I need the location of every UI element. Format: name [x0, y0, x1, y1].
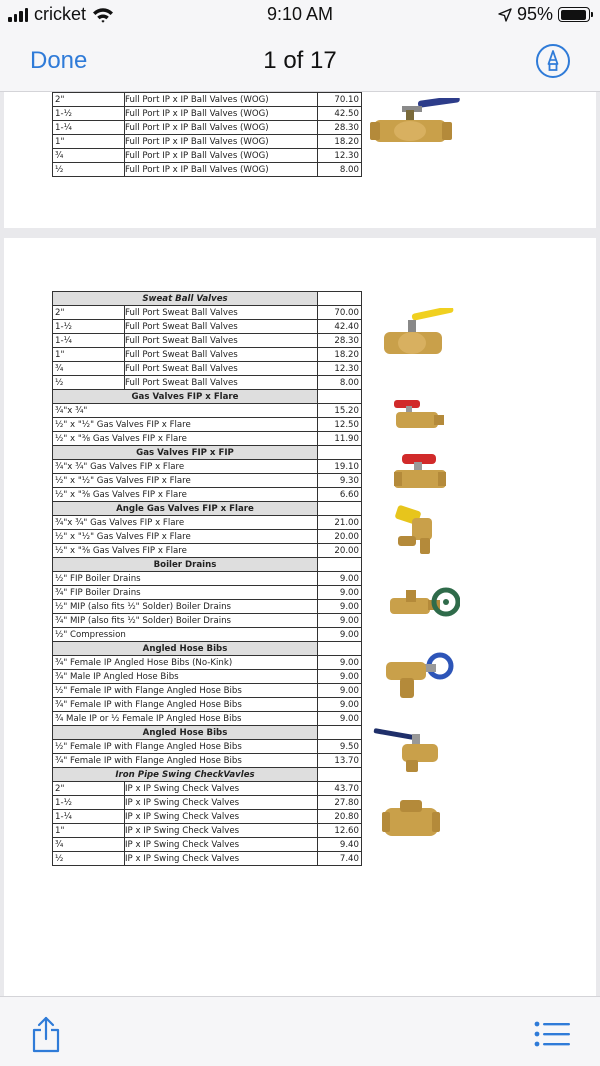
item-cell: ¾" FIP Boiler Drains: [53, 586, 318, 600]
table-row: [53, 824, 362, 838]
description-cell: Full Port IP x IP Ball Valves (WOG): [125, 149, 318, 163]
table-row: [53, 488, 362, 502]
price-cell: 8.00: [318, 376, 362, 390]
price-cell: 27.80: [318, 796, 362, 810]
item-cell: ½" x "½" Gas Valves FIP x Flare: [53, 474, 318, 488]
location-arrow-icon: [498, 8, 512, 22]
section-title: Boiler Drains: [53, 558, 318, 572]
price-cell: 9.00: [318, 586, 362, 600]
markup-button[interactable]: [536, 44, 570, 78]
item-cell: ½" Female IP with Flange Angled Hose Bibs: [53, 740, 318, 754]
section-header-row: [53, 502, 362, 516]
section-header-price-cell: [318, 390, 362, 404]
item-cell: ¾" Male IP Angled Hose Bibs: [53, 670, 318, 684]
price-cell: 28.30: [318, 334, 362, 348]
size-cell: 1-½: [53, 107, 125, 121]
size-cell: ¾: [53, 362, 125, 376]
angle-gas-valve-yellow-handle-image: [390, 504, 446, 560]
price-cell: 9.00: [318, 628, 362, 642]
status-bar: [0, 0, 600, 30]
swing-check-valve-image: [380, 794, 442, 844]
size-cell: 2": [53, 93, 125, 107]
description-cell: Full Port IP x IP Ball Valves (WOG): [125, 135, 318, 149]
description-cell: Full Port IP x IP Ball Valves (WOG): [125, 121, 318, 135]
table-row: [53, 754, 362, 768]
item-cell: ½" x "½" Gas Valves FIP x Flare: [53, 530, 318, 544]
description-cell: IP x IP Swing Check Valves: [125, 810, 318, 824]
item-cell: ¾ Male IP or ½ Female IP Angled Hose Bibs: [53, 712, 318, 726]
price-cell: 42.40: [318, 320, 362, 334]
size-cell: 1-½: [53, 796, 125, 810]
section-title: Angled Hose Bibs: [53, 726, 318, 740]
table-row: [53, 306, 362, 320]
price-cell: 43.70: [318, 782, 362, 796]
price-cell: 70.00: [318, 306, 362, 320]
section-header-row: [53, 768, 362, 782]
size-cell: 1-½: [53, 320, 125, 334]
section-header-row: [53, 446, 362, 460]
section-header-price-cell: [318, 446, 362, 460]
size-cell: 1": [53, 348, 125, 362]
price-cell: 20.80: [318, 810, 362, 824]
size-cell: 1-¼: [53, 121, 125, 135]
table-row: [53, 656, 362, 670]
section-header-row: [53, 726, 362, 740]
item-cell: ½" Compression: [53, 628, 318, 642]
price-cell: 70.10: [318, 93, 362, 107]
size-cell: 1-¼: [53, 334, 125, 348]
battery-percent: 95%: [516, 4, 553, 24]
price-cell: 9.00: [318, 572, 362, 586]
price-cell: 9.00: [318, 670, 362, 684]
gas-valve-red-handle-image: [388, 394, 448, 434]
boiler-drain-green-handle-image: [386, 582, 460, 624]
description-cell: Full Port Sweat Ball Valves: [125, 334, 318, 348]
table-row: [53, 544, 362, 558]
table-row: [53, 334, 362, 348]
price-cell: 9.50: [318, 740, 362, 754]
price-cell: 8.00: [318, 163, 362, 177]
item-cell: ¾" Female IP with Flange Angled Hose Bibs: [53, 698, 318, 712]
description-cell: IP x IP Swing Check Valves: [125, 852, 318, 866]
nav-bar: [0, 30, 600, 92]
table-row: [53, 810, 362, 824]
price-cell: 9.00: [318, 656, 362, 670]
section-title: Gas Valves FIP x Flare: [53, 390, 318, 404]
description-cell: IP x IP Swing Check Valves: [125, 796, 318, 810]
item-cell: ½" x "⅜ Gas Valves FIP x Flare: [53, 432, 318, 446]
item-cell: ¾" Female IP with Flange Angled Hose Bibs: [53, 754, 318, 768]
item-cell: ¾"x ¾" Gas Valves FIP x Flare: [53, 516, 318, 530]
table-row: [53, 600, 362, 614]
description-cell: IP x IP Swing Check Valves: [125, 782, 318, 796]
item-cell: ½" FIP Boiler Drains: [53, 572, 318, 586]
section-title: Gas Valves FIP x FIP: [53, 446, 318, 460]
ball-valve-blue-handle-image: [366, 98, 462, 154]
price-cell: 11.90: [318, 432, 362, 446]
table-row: [53, 572, 362, 586]
section-header-price-cell: [318, 726, 362, 740]
size-cell: 2": [53, 306, 125, 320]
item-cell: ½" MIP (also fits ½" Solder) Boiler Drains: [53, 600, 318, 614]
section-header-price-cell: [318, 642, 362, 656]
battery-icon: [558, 7, 590, 22]
price-cell: 12.30: [318, 362, 362, 376]
description-cell: Full Port IP x IP Ball Valves (WOG): [125, 107, 318, 121]
price-cell: 12.50: [318, 418, 362, 432]
table-row: [53, 404, 362, 418]
price-cell: 20.00: [318, 530, 362, 544]
section-header-price-cell: [318, 292, 362, 306]
table-row: [53, 474, 362, 488]
section-title: Iron Pipe Swing CheckVavles: [53, 768, 318, 782]
price-cell: 9.00: [318, 684, 362, 698]
table-row: [53, 135, 362, 149]
price-cell: 6.60: [318, 488, 362, 502]
table-row: [53, 670, 362, 684]
table-row: [53, 121, 362, 135]
price-cell: 9.40: [318, 838, 362, 852]
hose-bib-flange-image: [372, 726, 446, 776]
price-cell: 19.10: [318, 460, 362, 474]
table-row: [53, 149, 362, 163]
price-table-ip-ball-valves: [52, 92, 362, 177]
description-cell: Full Port Sweat Ball Valves: [125, 362, 318, 376]
section-header-row: [53, 558, 362, 572]
table-row: [53, 698, 362, 712]
table-row: [53, 628, 362, 642]
section-title: Angled Hose Bibs: [53, 642, 318, 656]
item-cell: ¾" Female IP Angled Hose Bibs (No-Kink): [53, 656, 318, 670]
table-row: [53, 740, 362, 754]
section-header-price-cell: [318, 502, 362, 516]
description-cell: Full Port IP x IP Ball Valves (WOG): [125, 163, 318, 177]
table-row: [53, 684, 362, 698]
item-cell: ½" Female IP with Flange Angled Hose Bibs: [53, 684, 318, 698]
item-cell: ¾"x ¾": [53, 404, 318, 418]
item-cell: ½" x "⅜ Gas Valves FIP x Flare: [53, 488, 318, 502]
price-cell: 7.40: [318, 852, 362, 866]
table-row: [53, 163, 362, 177]
price-table-page-2: [52, 291, 362, 866]
section-header-row: [53, 642, 362, 656]
price-cell: 42.50: [318, 107, 362, 121]
share-icon[interactable]: [30, 1015, 62, 1053]
table-row: [53, 418, 362, 432]
table-row: [53, 712, 362, 726]
table-row: [53, 614, 362, 628]
description-cell: Full Port Sweat Ball Valves: [125, 306, 318, 320]
size-cell: ½: [53, 376, 125, 390]
size-cell: 1": [53, 824, 125, 838]
price-cell: 9.00: [318, 698, 362, 712]
item-cell: ¾"x ¾" Gas Valves FIP x Flare: [53, 460, 318, 474]
bottom-toolbar: [0, 996, 600, 1066]
price-cell: 13.70: [318, 754, 362, 768]
description-cell: IP x IP Swing Check Valves: [125, 824, 318, 838]
markup-pen-icon: [538, 46, 568, 76]
sweat-ball-valve-yellow-handle-image: [378, 308, 458, 368]
price-cell: 12.60: [318, 824, 362, 838]
page-counter: 1 of 17: [263, 47, 337, 74]
section-header-row: [53, 390, 362, 404]
table-row: [53, 530, 362, 544]
description-cell: IP x IP Swing Check Valves: [125, 838, 318, 852]
size-cell: 1": [53, 135, 125, 149]
table-row: [53, 107, 362, 121]
description-cell: Full Port Sweat Ball Valves: [125, 348, 318, 362]
table-row: [53, 93, 362, 107]
price-cell: 15.20: [318, 404, 362, 418]
pdf-page-1: [4, 92, 596, 228]
size-cell: ½: [53, 852, 125, 866]
section-title: Sweat Ball Valves: [53, 292, 318, 306]
table-row: [53, 460, 362, 474]
price-cell: 9.00: [318, 614, 362, 628]
section-header-price-cell: [318, 558, 362, 572]
table-row: [53, 516, 362, 530]
table-row: [53, 348, 362, 362]
price-cell: 9.30: [318, 474, 362, 488]
table-row: [53, 852, 362, 866]
section-header-row: [53, 292, 362, 306]
table-row: [53, 432, 362, 446]
size-cell: ¾: [53, 149, 125, 163]
size-cell: ½: [53, 163, 125, 177]
table-row: [53, 782, 362, 796]
size-cell: ¾: [53, 838, 125, 852]
item-cell: ½" x "⅜ Gas Valves FIP x Flare: [53, 544, 318, 558]
table-row: [53, 320, 362, 334]
price-cell: 18.20: [318, 348, 362, 362]
table-row: [53, 796, 362, 810]
outline-list-icon[interactable]: [534, 1021, 570, 1047]
price-cell: 20.00: [318, 544, 362, 558]
table-row: [53, 838, 362, 852]
clock: 9:10 AM: [266, 4, 334, 24]
description-cell: Full Port Sweat Ball Valves: [125, 320, 318, 334]
carrier-name: cricket: [34, 4, 87, 24]
price-cell: 28.30: [318, 121, 362, 135]
price-cell: 21.00: [318, 516, 362, 530]
document-viewer[interactable]: [0, 92, 600, 996]
pdf-page-2: [4, 238, 596, 996]
table-row: [53, 586, 362, 600]
item-cell: ½" x "½" Gas Valves FIP x Flare: [53, 418, 318, 432]
table-row: [53, 362, 362, 376]
price-cell: 9.00: [318, 712, 362, 726]
item-cell: ¾" MIP (also fits ½" Solder) Boiler Drains: [53, 614, 318, 628]
section-header-price-cell: [318, 768, 362, 782]
description-cell: Full Port IP x IP Ball Valves (WOG): [125, 93, 318, 107]
table-row: [53, 376, 362, 390]
price-cell: 18.20: [318, 135, 362, 149]
done-button[interactable]: Done: [30, 47, 88, 74]
description-cell: Full Port Sweat Ball Valves: [125, 376, 318, 390]
size-cell: 2": [53, 782, 125, 796]
section-title: Angle Gas Valves FIP x Flare: [53, 502, 318, 516]
gas-valve-fip-red-handle-image: [390, 450, 450, 494]
price-cell: 9.00: [318, 600, 362, 614]
hose-bib-blue-handle-image: [382, 650, 454, 706]
price-cell: 12.30: [318, 149, 362, 163]
size-cell: 1-¼: [53, 810, 125, 824]
